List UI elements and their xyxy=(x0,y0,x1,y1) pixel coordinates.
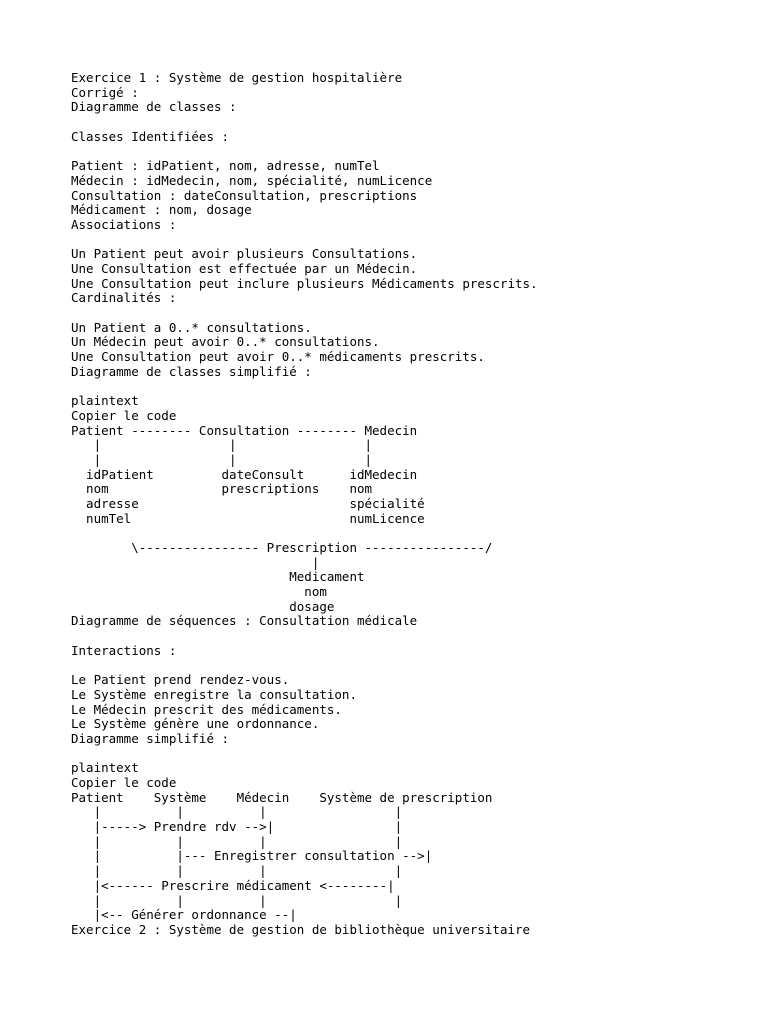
text-line: plaintext xyxy=(71,760,139,776)
document-body xyxy=(71,71,761,938)
text-line: \---------------- Prescription ----------------/ xyxy=(71,540,493,555)
text-line: Diagramme de classes : xyxy=(71,99,237,115)
text-line: Le Médecin prescrit des médicaments. xyxy=(71,701,342,717)
blank-line xyxy=(71,115,761,130)
text-line: Une Consultation peut inclure plusieurs Médicaments prescrits. xyxy=(71,275,538,291)
text-line: Médecin : idMedecin, nom, spécialité, numLicence xyxy=(71,172,433,188)
text-line: |<------ Prescrire médicament <--------| xyxy=(71,877,395,893)
text-line: numTel numLicence xyxy=(71,510,425,526)
blank-line xyxy=(71,306,761,321)
text-line: | | | xyxy=(71,437,373,453)
blank-line xyxy=(71,379,761,394)
text-line: | | | | xyxy=(71,833,403,849)
text-line: Un Patient peut avoir plusieurs Consultations. xyxy=(71,246,418,262)
text-line: Diagramme simplifié : xyxy=(71,730,230,746)
text-line: Copier le code xyxy=(71,407,177,423)
text-line: dosage xyxy=(71,598,335,614)
text-line: Consultation : dateConsultation, prescriptions xyxy=(71,187,418,203)
blank-line xyxy=(71,629,761,644)
text-line: Corrigé : xyxy=(71,84,139,100)
text-line: | |--- Enregistrer consultation -->| xyxy=(71,848,433,864)
text-line: Associations : xyxy=(71,216,177,232)
text-line: Patient Système Médecin Système de prescription xyxy=(71,789,493,805)
text-line: Interactions : xyxy=(71,642,177,658)
text-line: | | | | xyxy=(71,892,403,908)
text-line: | | | xyxy=(71,451,373,467)
blank-line xyxy=(71,233,761,248)
text-line: nom prescriptions nom xyxy=(71,481,373,497)
text-line: Diagramme de séquences : Consultation médicale xyxy=(71,613,418,629)
text-line: idPatient dateConsult idMedecin xyxy=(71,466,418,482)
text-line: | | | | xyxy=(71,863,403,879)
text-line: Exercice 1 : Système de gestion hospitalière xyxy=(71,70,403,85)
text-line: adresse spécialité xyxy=(71,495,425,511)
text-line: Medicament xyxy=(71,569,365,585)
text-line: Un Médecin peut avoir 0..* consultations. xyxy=(71,334,380,350)
text-line: Le Patient prend rendez-vous. xyxy=(71,672,290,688)
text-line: Le Système génère une ordonnance. xyxy=(71,716,320,732)
text-line: | xyxy=(71,554,320,570)
blank-line xyxy=(71,747,761,762)
text-line: plaintext xyxy=(71,393,139,409)
text-line: Patient : idPatient, nom, adresse, numTel xyxy=(71,158,380,174)
text-line: nom xyxy=(71,584,327,600)
text-line: Diagramme de classes simplifié : xyxy=(71,363,312,379)
text-line: |-----> Prendre rdv -->| | xyxy=(71,819,403,835)
text-line: |<-- Générer ordonnance --| xyxy=(71,907,297,923)
text-line: Le Système enregistre la consultation. xyxy=(71,686,357,702)
text-line: Exercice 2 : Système de gestion de bibliothèque universitaire xyxy=(71,921,531,937)
text-line: Classes Identifiées : xyxy=(71,128,230,144)
text-line: Copier le code xyxy=(71,775,177,790)
text-line: Cardinalités : xyxy=(71,290,177,306)
text-line: | | | | xyxy=(71,804,403,820)
text-line: Médicament : nom, dosage xyxy=(71,202,252,218)
text-line: Un Patient a 0..* consultations. xyxy=(71,319,312,335)
blank-line xyxy=(71,526,761,541)
text-line: Une Consultation est effectuée par un Médecin. xyxy=(71,260,418,276)
text-line: Patient -------- Consultation -------- Medecin xyxy=(71,422,418,438)
blank-line xyxy=(71,659,761,674)
blank-line xyxy=(71,144,761,159)
text-line: Une Consultation peut avoir 0..* médicaments prescrits. xyxy=(71,349,485,365)
